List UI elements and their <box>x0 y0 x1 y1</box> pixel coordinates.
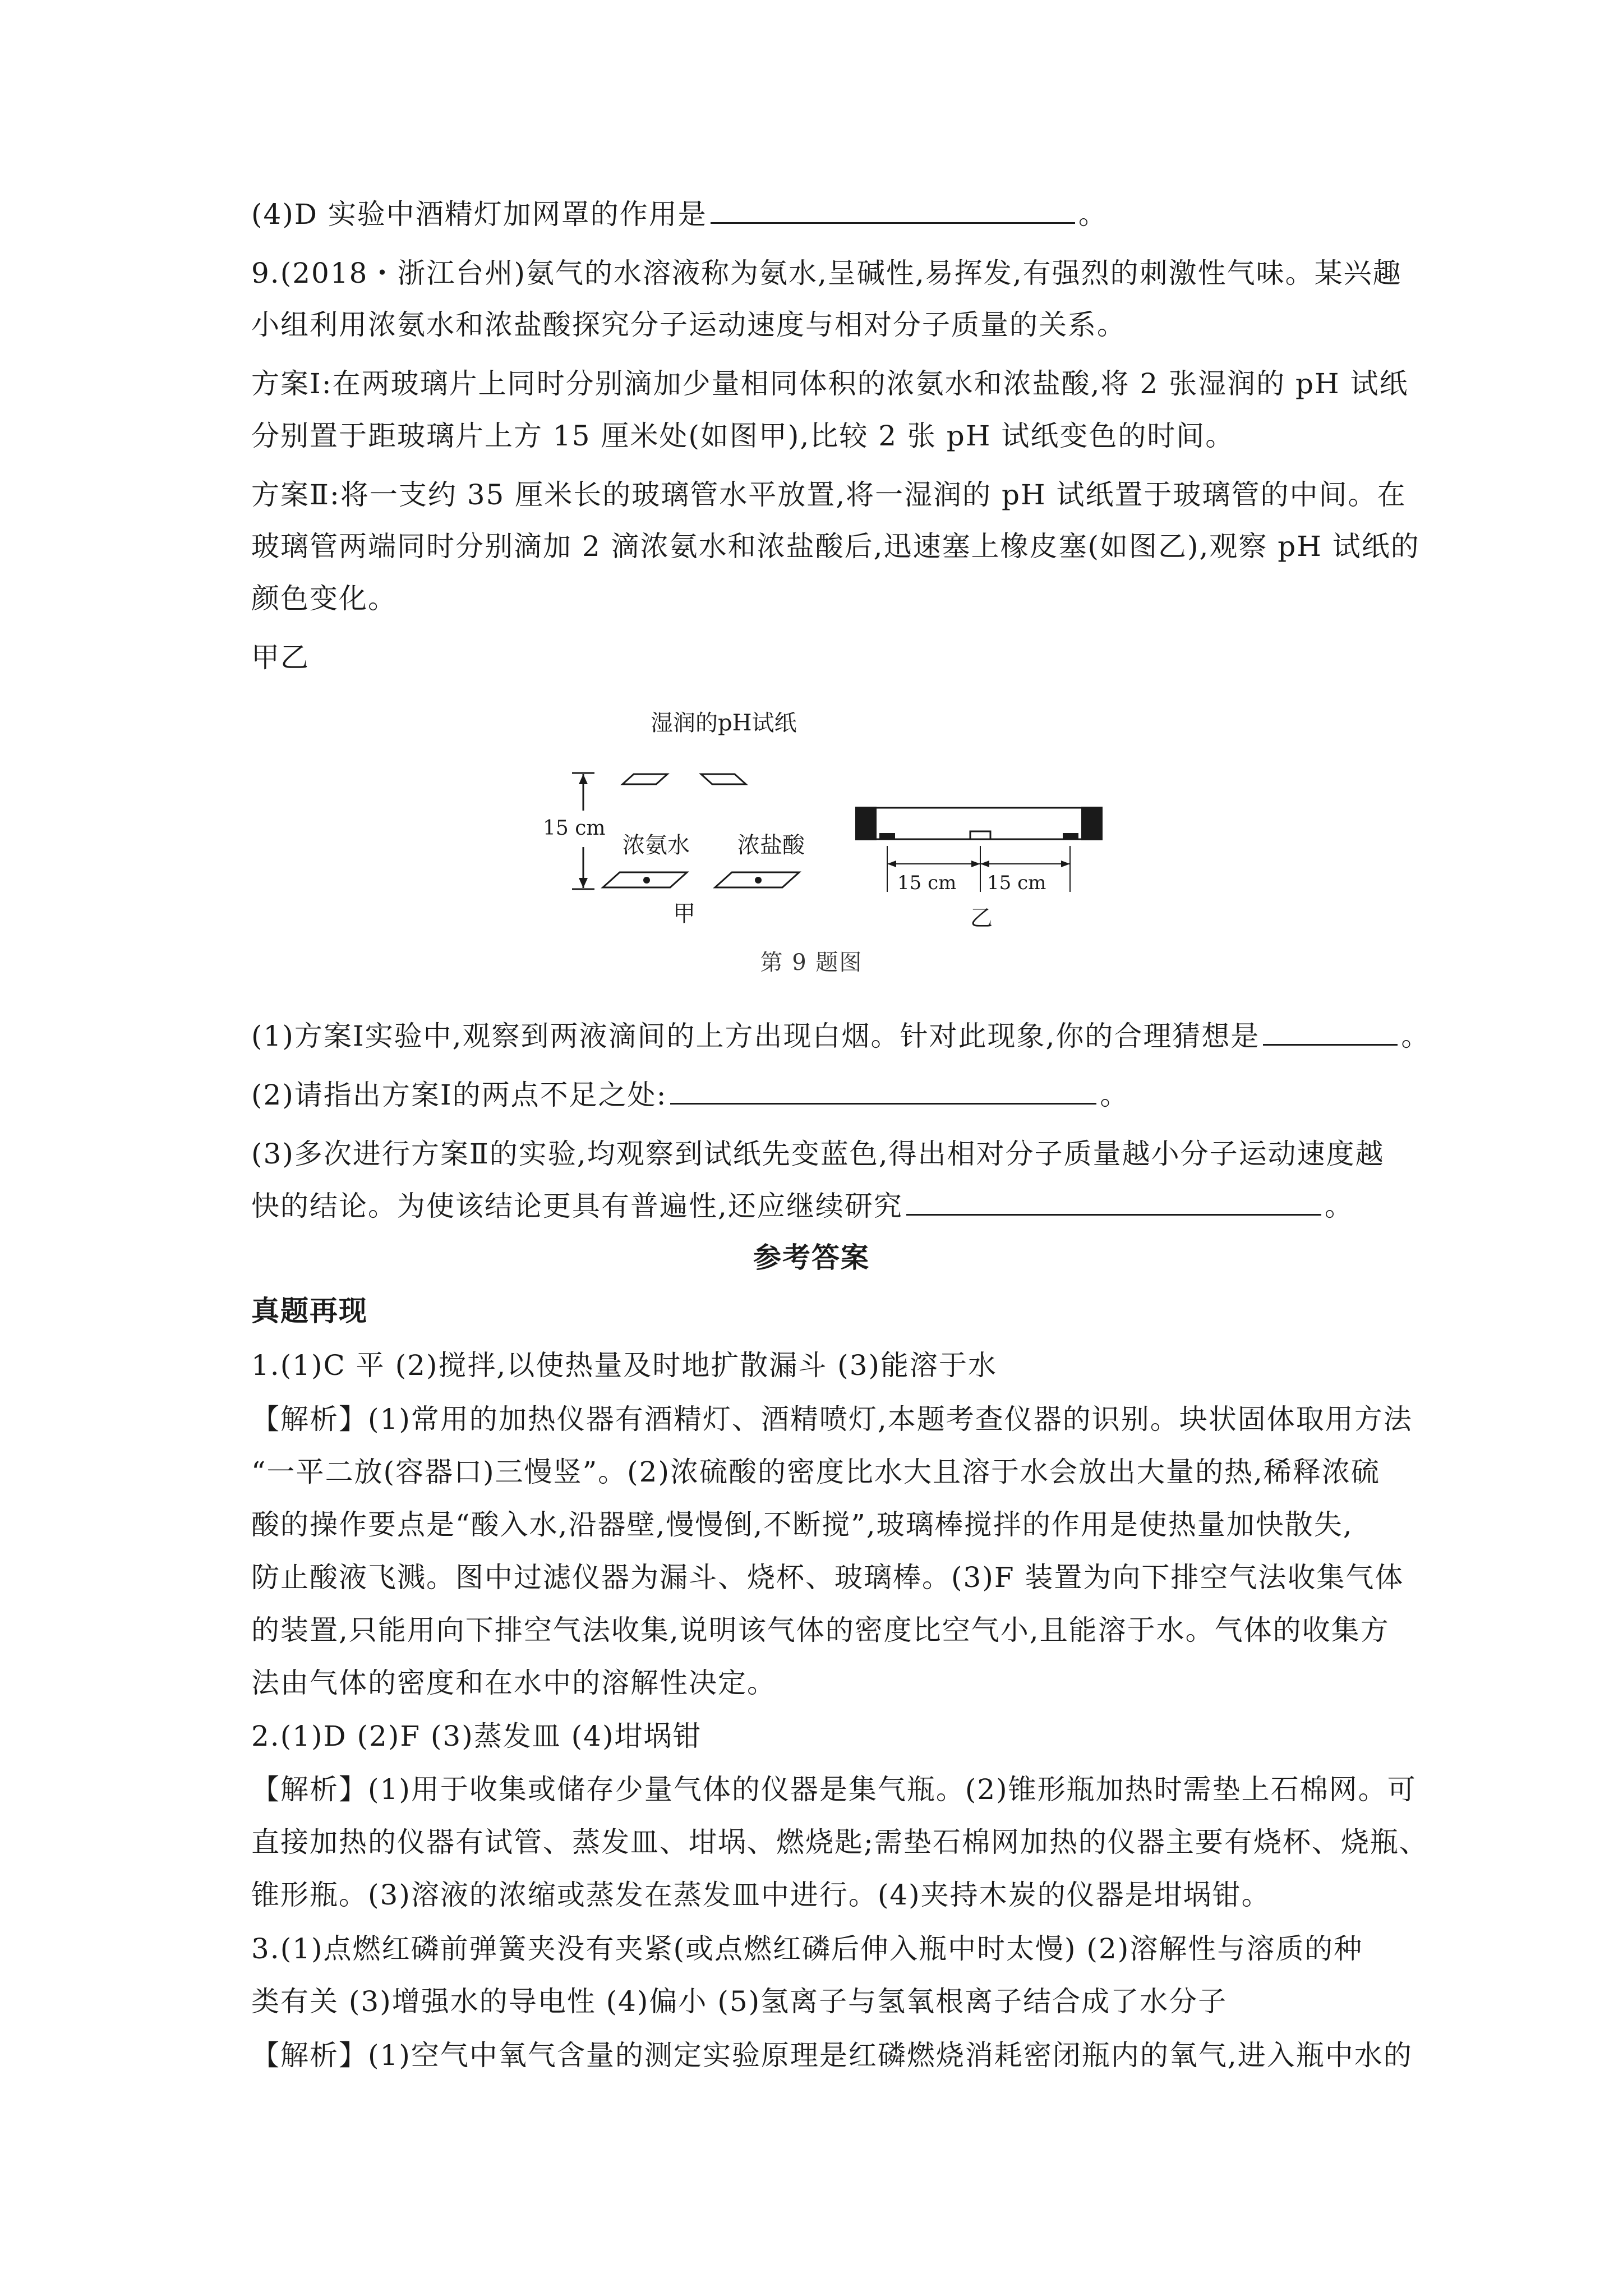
sub-question-2-text: (2)请指出方案Ⅰ的两点不足之处: <box>251 1079 667 1111</box>
arrow-down-icon <box>579 878 588 888</box>
sub-question-3-line-1: (3)多次进行方案Ⅱ的实验,均观察到试纸先变蓝色,得出相对分子质量越小分子运动速度越 <box>251 1138 1385 1170</box>
answer-3-line-1: 3.(1)点燃红磷前弹簧夹没有夹紧(或点燃红磷后伸入瓶中时太慢) (2)溶解性与溶质的种 <box>251 1932 1363 1965</box>
answer-3-line-2: 类有关 (3)增强水的导电性 (4)偏小 (5)氢离子与氢氧根离子结合成了水分子 <box>251 1985 1228 2018</box>
arrow-left-icon <box>887 861 896 867</box>
sub-question-3-end: 。 <box>1324 1190 1354 1222</box>
answer-2-analysis-line-3: 锥形瓶。(3)溶液的浓缩或蒸发在蒸发皿中进行。(4)夹持木炭的仪器是坩埚钳。 <box>251 1879 1271 1911</box>
plan1-line-2: 分别置于距玻璃片上方 15 厘米处(如图甲),比较 2 张 pH 试纸变色的时间。 <box>251 420 1235 452</box>
ph-paper-left <box>623 774 667 784</box>
sub-question-1-end: 。 <box>1401 1020 1431 1052</box>
answer-1-analysis-line-2: “一平二放(容器口)三慢竖”。(2)浓硫酸的密度比水大且溶于水会放出大量的热,稀释浓硫 <box>251 1456 1380 1488</box>
answers-title: 参考答案 <box>753 1241 870 1274</box>
answer-2-analysis-line-2: 直接加热的仪器有试管、蒸发皿、坩埚、燃烧匙;需垫石棉网加热的仪器主要有烧杯、烧瓶、 <box>251 1826 1428 1858</box>
q9-intro-line-1: 9.(2018・浙江台州)氨气的水溶液称为氨水,呈碱性,易挥发,有强烈的刺激性气味。某兴趣 <box>251 257 1402 289</box>
ph-paper-in-tube <box>970 831 990 839</box>
arrow-left-icon <box>980 861 989 867</box>
answer-1-analysis-line-6: 法由气体的密度和在水中的溶解性决定。 <box>251 1667 776 1699</box>
rubber-stopper-right <box>1081 807 1103 840</box>
answer-2-analysis-line-1: 【解析】(1)用于收集或储存少量气体的仪器是集气瓶。(2)锥形瓶加热时需垫上石棉网。可 <box>251 1773 1417 1806</box>
ammonia-drop <box>643 877 650 884</box>
ammonia-label: 浓氨水 <box>623 832 690 858</box>
answer-1-analysis-line-1: 【解析】(1)常用的加热仪器有酒精灯、酒精喷灯,本题考查仪器的识别。块状固体取用方法 <box>251 1403 1413 1435</box>
answer-1: 1.(1)C 平 (2)搅拌,以使热量及时地扩散漏斗 (3)能溶于水 <box>251 1349 998 1382</box>
answer-1-analysis-line-3: 酸的操作要点是“酸入水,沿器壁,慢慢倒,不断搅”,玻璃棒搅拌的作用是使热量加快散失, <box>251 1508 1353 1541</box>
arrow-right-icon <box>971 861 980 867</box>
arrow-right-icon <box>1061 861 1070 867</box>
plan2-line-3: 颜色变化。 <box>251 582 397 615</box>
tube-left-length: 15 cm <box>897 872 957 894</box>
arrow-up-icon <box>579 774 588 784</box>
figure-reference: 甲乙 <box>251 641 310 674</box>
sub-question-2-end: 。 <box>1100 1079 1129 1111</box>
sub-question-1 <box>251 1018 1430 1054</box>
rubber-stopper-left <box>855 807 877 840</box>
ph-paper-label: 湿润的pH试纸 <box>651 710 797 736</box>
answer-2: 2.(1)D (2)F (3)蒸发皿 (4)坩埚钳 <box>251 1720 702 1752</box>
drop-right <box>1063 833 1078 839</box>
answers-section: 真题再现 <box>251 1294 368 1327</box>
answer-blank[interactable] <box>906 1189 1321 1216</box>
ph-paper-right <box>701 774 746 784</box>
answer-blank[interactable] <box>670 1078 1096 1105</box>
sub-question-3-text: 快的结论。为使该结论更具有普遍性,还应继续研究 <box>251 1190 903 1222</box>
height-label: 15 cm <box>543 817 606 840</box>
tube-right-length: 15 cm <box>987 872 1046 894</box>
hcl-label: 浓盐酸 <box>737 832 805 858</box>
figure-caption: 第 9 题图 <box>760 950 863 976</box>
q8-part4-end: 。 <box>1078 198 1108 231</box>
answer-blank[interactable] <box>1263 1019 1398 1046</box>
experiment-figure <box>538 696 1122 987</box>
q9-intro-line-2: 小组利用浓氨水和浓盐酸探究分子运动速度与相对分子质量的关系。 <box>251 309 1126 341</box>
answer-3-analysis: 【解析】(1)空气中氧气含量的测定实验原理是红磷燃烧消耗密闭瓶内的氧气,进入瓶中水的 <box>251 2039 1413 2072</box>
plan1-line-1: 方案Ⅰ:在两玻璃片上同时分别滴加少量相同体积的浓氨水和浓盐酸,将 2 张湿润的 pH 试纸 <box>251 367 1409 400</box>
plan2-line-1: 方案Ⅱ:将一支约 35 厘米长的玻璃管水平放置,将一湿润的 pH 试纸置于玻璃管的中间。在 <box>251 478 1407 511</box>
sub-question-2 <box>251 1077 1129 1113</box>
setup-yi-label: 乙 <box>970 905 993 931</box>
answer-1-analysis-line-5: 的装置,只能用向下排空气法收集,说明该气体的密度比空气小,且能溶于水。气体的收集方 <box>251 1614 1390 1646</box>
sub-question-3-line-2 <box>251 1188 1354 1224</box>
sub-question-1-text: (1)方案Ⅰ实验中,观察到两液滴间的上方出现白烟。针对此现象,你的合理猜想是 <box>251 1020 1260 1052</box>
q8-part4 <box>251 196 1108 232</box>
hcl-drop <box>755 877 762 884</box>
setup-jia-label: 甲 <box>673 901 695 927</box>
plan2-line-2: 玻璃管两端同时分别滴加 2 滴浓氨水和浓盐酸后,迅速塞上橡皮塞(如图乙),观察 pH 试纸的 <box>251 530 1420 563</box>
answer-1-analysis-line-4: 防止酸液飞溅。图中过滤仪器为漏斗、烧杯、玻璃棒。(3)F 装置为向下排空气法收集气体 <box>251 1561 1404 1594</box>
answer-blank[interactable] <box>711 197 1075 224</box>
q8-part4-text: (4)D 实验中酒精灯加网罩的作用是 <box>251 198 707 231</box>
drop-left <box>879 833 895 839</box>
